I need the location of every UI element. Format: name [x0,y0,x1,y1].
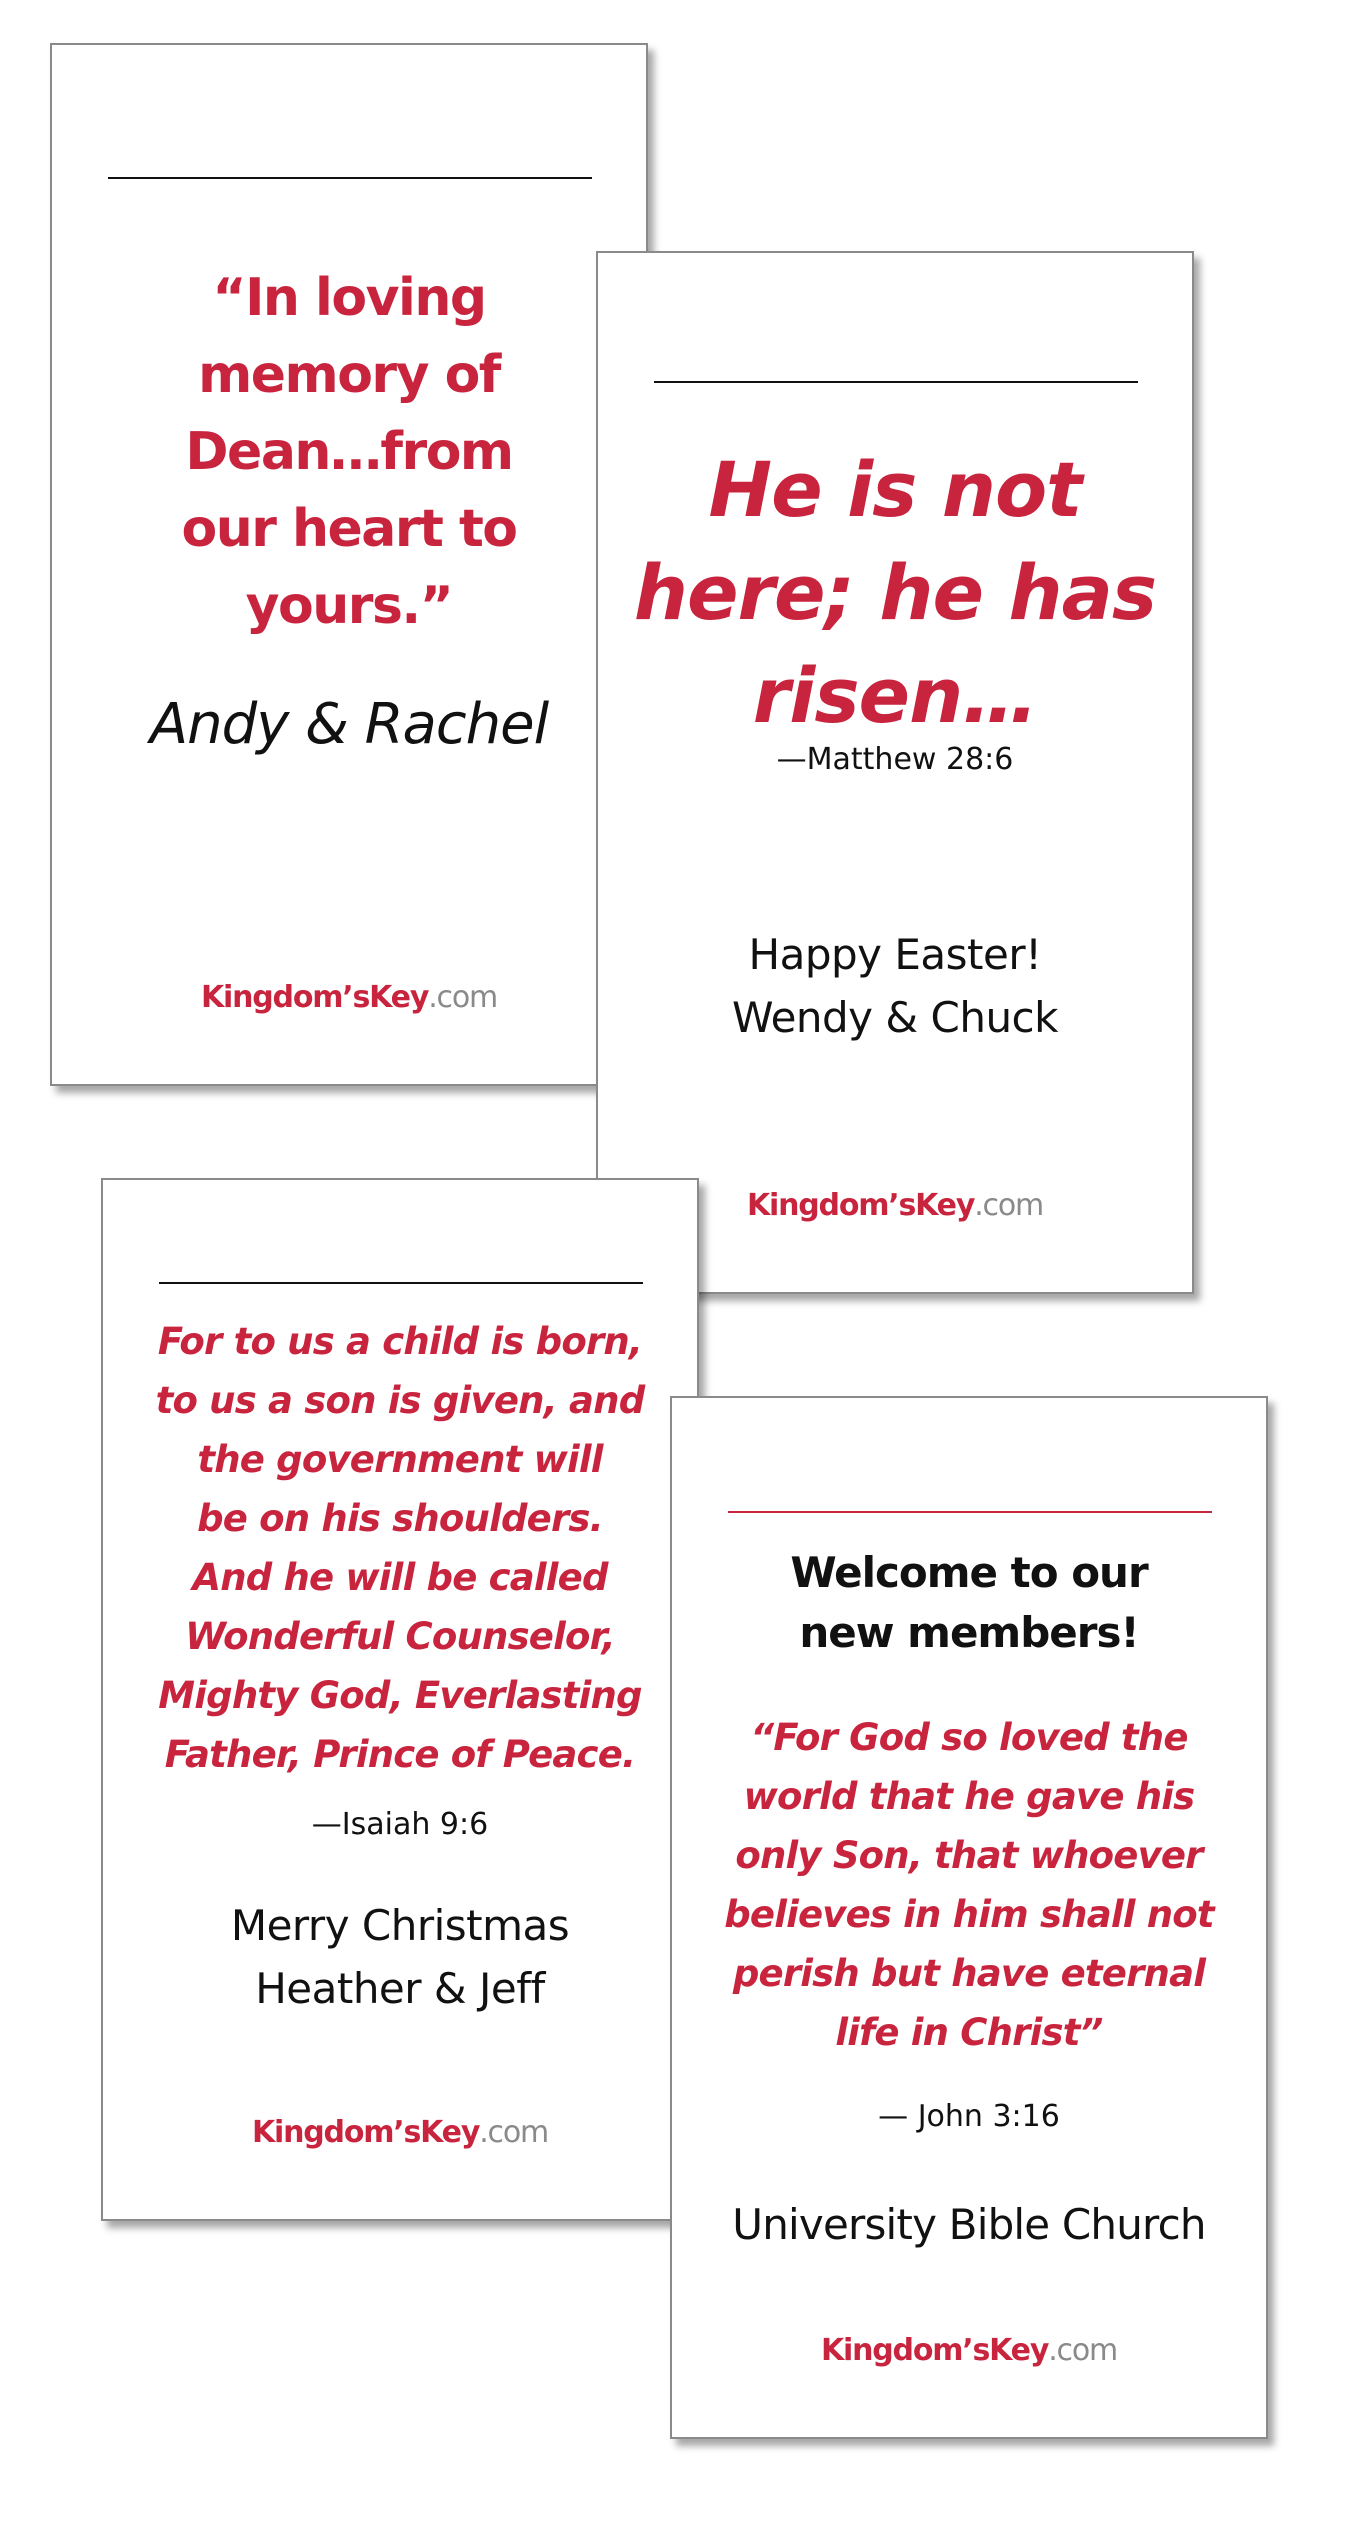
signature-text: Andy & Rachel [149,692,549,757]
signature-line [654,381,1138,383]
signature-line [159,1282,643,1284]
greeting-message: Merry Christmas Heather & Jeff [230,1901,570,2013]
signature-line [728,1511,1212,1513]
easter-verse: He is not here; he has risen… [633,445,1157,740]
memorial-quote: “In loving memory of Dean…from our heart to yours.” [181,268,517,636]
greeting-message: Happy Easter! Wendy & Chuck [732,930,1058,1042]
kingdoms-key-logo: Kingdom’sKey.com [820,2333,1117,2368]
kingdoms-key-logo: Kingdom’sKey.com [746,1188,1043,1223]
christmas-card [101,1178,699,2221]
verse-reference: —Isaiah 9:6 [311,1807,489,1842]
signature-line [108,177,592,179]
welcome-heading: Welcome to our new members! [790,1548,1148,1657]
church-name: University Bible Church [732,2200,1206,2249]
welcome-card [670,1396,1268,2439]
verse-reference: —Matthew 28:6 [776,742,1014,777]
welcome-verse: “For God so loved the world that he gave his only Son, that whoever believes in him shall not perish but have eternal life in Christ” [724,1716,1214,2054]
kingdoms-key-logo: Kingdom’sKey.com [251,2115,548,2150]
memorial-card [50,43,648,1086]
easter-card [596,251,1194,1294]
kingdoms-key-logo: Kingdom’sKey.com [200,980,497,1015]
verse-reference: — John 3:16 [878,2099,1060,2134]
christmas-verse: For to us a child is born, to us a son is given, and the government will be on his shoulders. And he will be called Wonderful Counselor, Mighty God, Everlasting Father, Prince of Peace. [155,1320,645,1776]
